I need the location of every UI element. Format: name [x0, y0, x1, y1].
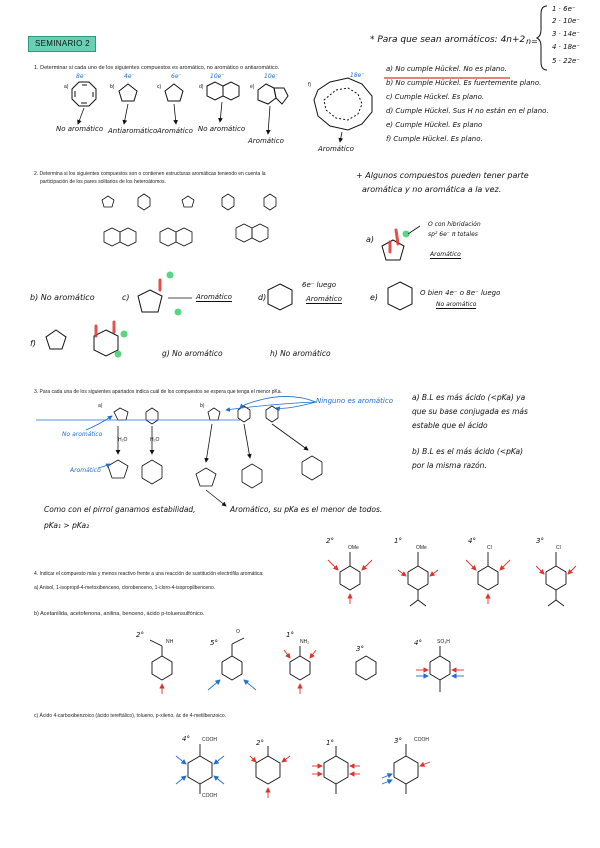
answer-3b-1: b) B.L es el más ácido (<pKa)	[412, 447, 524, 456]
question-1: 1. Determinar si cada uno de los siguientes compuestos es aromático, no aromático o antiaromático.	[34, 65, 280, 71]
partial-aromatic-note-1: + Algunos compuestos pueden tener parte	[356, 171, 529, 180]
verdict-f: Aromático	[318, 145, 354, 153]
label-3b: b)	[200, 403, 205, 409]
substituent-4b-3: NH₂	[300, 639, 310, 645]
furan-verdict: Aromático	[430, 251, 461, 258]
answer-2b: b) No aromático	[30, 293, 95, 302]
answer-3a-3: estable que el ácido	[412, 421, 488, 430]
verdict-2c: Aromático	[196, 293, 232, 301]
substituent-4a-1: OMe	[348, 545, 359, 551]
none-aromatic-label: Ninguno es aromático	[316, 397, 393, 405]
n-value-5: 5 · 22e⁻	[552, 57, 581, 65]
question-4b: b) Acetanilida, acetofenona, anilina, benceno, ácido p-toluensulfónico.	[34, 611, 205, 617]
rank-4c-2: 2°	[256, 739, 264, 747]
label-2f: f)	[30, 339, 36, 348]
dioxin-ring	[388, 282, 412, 310]
pka-comparison: pKa₁ > pKa₂	[44, 521, 90, 530]
answer-2h: h) No aromático	[270, 349, 331, 358]
furan-note-1: O con hibridación	[428, 221, 481, 228]
question-3: 3. Para cada una de los siguientes apartados indica cuál de los compuestos se espera que tenga el menor pKa.	[34, 389, 282, 395]
n-value-3: 3 · 14e⁻	[552, 30, 581, 38]
naphthalene-ring-2	[223, 82, 239, 100]
rank-4a-3: 4°	[468, 537, 476, 545]
verdict-b: Antiaromático	[108, 127, 158, 135]
azulene-ring-1	[258, 84, 276, 104]
pyrylium-note-2: Aromático	[306, 295, 342, 303]
substituent-4b-1: NH	[166, 639, 174, 645]
question-4a: a) Anisol, 1-isopropil-4-metoxibenceno, clorobenceno, 1-cloro-4-isopropilbenceno.	[34, 585, 216, 591]
cyclopentadienyl-cation-ring	[119, 84, 137, 101]
svg-text:e): e)	[250, 84, 255, 90]
pyrrole-anion-ring	[108, 460, 128, 478]
answer-1b: b) No cumple Hückel. Es fuertemente plano.	[386, 79, 542, 87]
answer-1f: f) Cumple Hückel. Es plano.	[386, 135, 483, 143]
answer-3b-2: por la misma razón.	[412, 461, 487, 470]
azulene-ring-2	[274, 88, 288, 104]
answer-3a-2: que su base conjugada es más	[412, 407, 528, 416]
cyclopentadienide-ring	[196, 468, 216, 486]
substituent-4c-2: COOH	[202, 793, 217, 799]
n-value-2: 2 · 10e⁻	[552, 17, 581, 25]
electron-count-b: 4e⁻	[124, 73, 135, 80]
svg-text:d): d)	[199, 84, 204, 90]
aromatic-lowest-pka: Aromático, su pKa es el menor de todos.	[230, 505, 383, 514]
dioxin-note-1: O bien 4e⁻ o 8e⁻ luego	[420, 289, 501, 297]
answer-1e: e) Cumple Hückel. Es plano	[386, 121, 483, 129]
n-label: n=	[526, 37, 538, 46]
electron-count-f: 18e⁻	[350, 72, 365, 79]
seminar-badge: SEMINARIO 2	[28, 36, 96, 52]
answer-2g: g) No aromático	[162, 349, 223, 358]
substituent-4b-5: SO₃H	[437, 639, 450, 645]
n-value-4: 4 · 18e⁻	[552, 43, 581, 51]
pyrrole-note: Como con el pirrol ganamos estabilidad,	[44, 505, 196, 514]
verdict-c: Aromático	[157, 127, 193, 135]
pyran-ring	[242, 464, 262, 488]
furan-note-2: sp² 6e⁻ π totales	[428, 231, 478, 238]
water-label-2: H₂O	[150, 437, 160, 443]
answer-3a-1: a) B.L es más ácido (<pKa) ya	[412, 393, 526, 402]
pyrylium-ring	[268, 284, 292, 310]
aromatic-label: Aromático	[70, 467, 101, 474]
naphthalene-ring-1	[207, 82, 223, 100]
question-4c: c) Ácido 4-carboxibenzoico (ácido tereftálico), tolueno, p-xileno, ác de 4-metilbenzoico.	[34, 713, 227, 719]
huckel-rule-note: * Para que sean aromáticos: 4n+2	[370, 35, 526, 45]
rank-4c-3: 1°	[326, 739, 334, 747]
electron-count-e: 10e⁻	[264, 73, 279, 80]
rank-4a-1: 2°	[326, 537, 334, 545]
annulene-ring	[314, 78, 372, 130]
rank-4b-3: 1°	[286, 631, 294, 639]
substituent-4a-4: Cl	[556, 545, 561, 551]
electron-count-d: 10e⁻	[210, 73, 225, 80]
water-label-1: H₂O	[118, 437, 128, 443]
cyclooctatetraene-ring	[72, 82, 96, 106]
verdict-e: Aromático	[248, 137, 284, 145]
svg-text:c): c)	[157, 84, 162, 90]
label-2e: e)	[370, 293, 379, 302]
rank-4c-1: 4°	[182, 735, 190, 743]
cyclopentadienyl-anion-ring	[165, 84, 183, 101]
electron-count-c: 6e⁻	[171, 73, 182, 80]
pyridine-ring	[142, 460, 162, 484]
cyclohexadiene-ring	[302, 456, 322, 480]
label-2d: d)	[258, 293, 267, 302]
thiazole-ring	[138, 290, 162, 312]
svg-text:f): f)	[308, 82, 312, 88]
furan-ring	[382, 240, 404, 260]
rank-4b-4: 3°	[356, 645, 364, 653]
brace-icon	[537, 6, 547, 70]
label-2a: a)	[366, 235, 375, 244]
no-aromatic-label: No aromático	[62, 431, 103, 438]
question-2-line2: participación de los pares solitarios de los heteroátomos.	[40, 179, 166, 185]
svg-text:a): a)	[64, 84, 69, 90]
substituent-4c-1: COOH	[202, 737, 217, 743]
answer-1d: d) Cumple Hückel. Sus H no están en el plano.	[386, 107, 549, 115]
rank-4b-5: 4°	[414, 639, 422, 647]
partial-aromatic-note-2: aromática y no aromática a la vez.	[362, 185, 502, 194]
label-2c: c)	[122, 293, 130, 302]
dihydrouracil-ring	[94, 330, 118, 356]
substituent-4c-3: COOH	[414, 737, 429, 743]
answer-1a: a) No cumple Hückel. No es plano.	[386, 65, 507, 73]
substituent-4a-2: OMe	[416, 545, 427, 551]
answer-1c: c) Cumple Hückel. Es plano.	[386, 93, 485, 101]
svg-text:b): b)	[110, 84, 115, 90]
rank-4a-2: 1°	[394, 537, 402, 545]
label-3a: a)	[98, 403, 103, 409]
question-2-line1: 2. Determina si los siguientes compuestos son o contienen estructuras aromáticas teniendo en cuenta la	[34, 171, 266, 177]
rank-4b-1: 2°	[136, 631, 144, 639]
substituent-4b-2: O	[236, 629, 240, 635]
verdict-a: No aromático	[56, 125, 104, 133]
cyclopentane-ring	[46, 330, 66, 349]
pyrylium-note-1: 6e⁻ luego	[302, 281, 337, 289]
rank-4b-2: 5°	[210, 639, 218, 647]
dioxin-note-2: No aromático	[436, 301, 477, 308]
n-value-1: 1 · 6e⁻	[552, 5, 576, 13]
substituent-4a-3: Cl	[487, 545, 492, 551]
verdict-d: No aromático	[198, 125, 246, 133]
rank-4a-4: 3°	[536, 537, 544, 545]
rank-4c-4: 3°	[394, 737, 402, 745]
question-4: 4. Indicar el compuesto más y menos reactivo frente a una reacción de sustitución electrófila aromática:	[34, 571, 264, 577]
electron-count-a: 8e⁻	[76, 73, 87, 80]
